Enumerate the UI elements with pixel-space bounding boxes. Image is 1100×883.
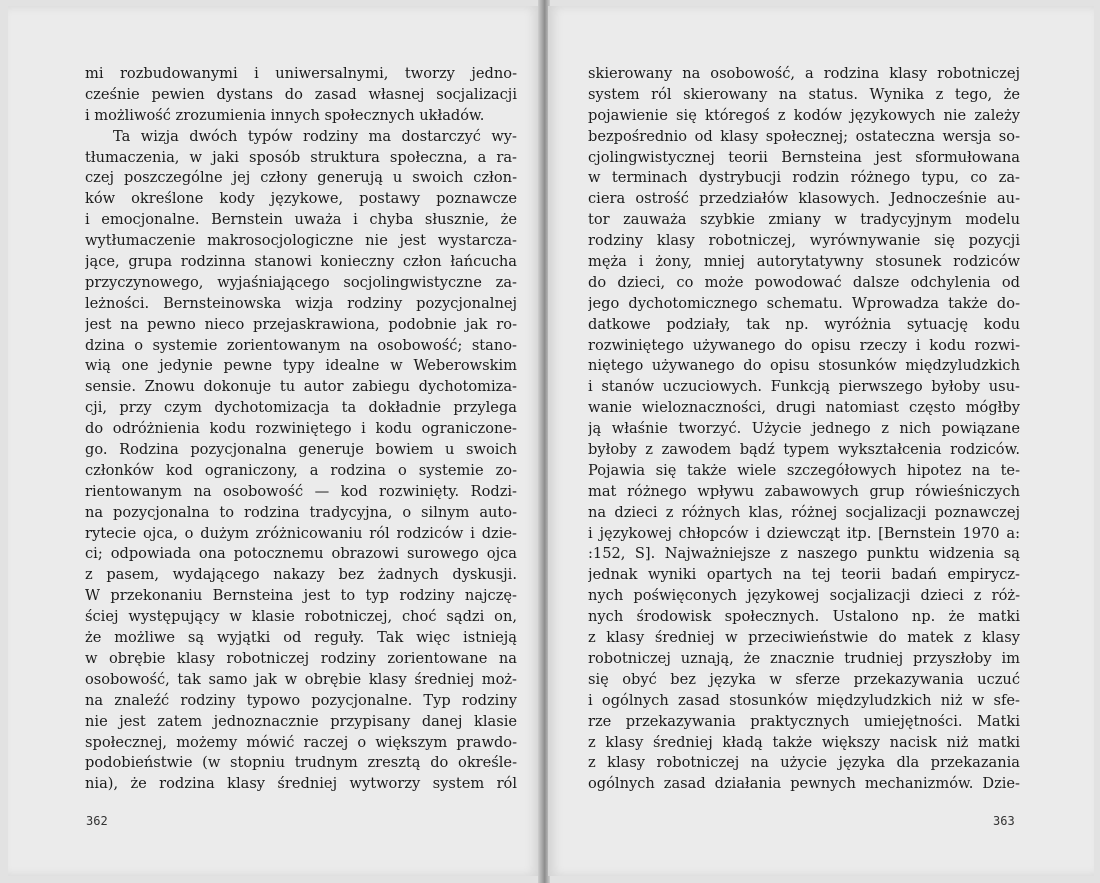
- text-line: przyczynowego, wyjaśniającego socjolingwistyczne za-: [85, 273, 517, 291]
- text-line: z klasy robotniczej na użycie języka dla przekazania: [588, 754, 1020, 772]
- text-line: z klasy średniej w przeciwieństwie do matek z klasy: [588, 629, 1020, 647]
- text-line: jące, grupa rodzinna stanowi konieczny człon łańcucha: [85, 253, 517, 271]
- text-line: i emocjonalne. Bernstein uważa i chyba słusznie, że: [85, 211, 517, 229]
- text-line: członków kod ograniczony, a rodzina o systemie zo-: [85, 461, 517, 479]
- right-page-text: [588, 64, 1020, 795]
- text-line: wanie wieloznaczności, drugi natomiast często mógłby: [588, 399, 1020, 417]
- text-line: dzina o systemie zorientowanym na osobowość; stano-: [85, 336, 517, 354]
- text-line: cjolingwistycznej teorii Bernsteina jest sformułowana: [588, 148, 1020, 166]
- text-line: nych środowisk społecznych. Ustalono np. że matki: [588, 608, 1020, 626]
- text-line: robotniczej uznają, że znacznie trudniej przyszłoby im: [588, 649, 1020, 667]
- text-line: system ról skierowany na status. Wynika z tego, że: [588, 85, 1020, 103]
- text-line: pojawienie się któregoś z kodów językowych nie zależy: [588, 106, 1020, 124]
- text-line: wytłumaczenie makrosocjologiczne nie jest wystarcza-: [85, 232, 517, 250]
- text-line: bezpośrednio od klasy społecznej; ostateczna wersja so-: [588, 127, 1020, 145]
- text-line: się obyć bez języka w sferze przekazywania uczuć: [588, 670, 1020, 688]
- text-line: W przekonaniu Bernsteina jest to typ rodziny najczę-: [85, 587, 517, 605]
- text-line: rientowanym na osobowość — kod rozwinięty. Rodzi-: [85, 482, 517, 500]
- right-page-number: 363: [993, 814, 1015, 828]
- text-line: jednak wyniki opartych na tej teorii badań empirycz-: [588, 566, 1020, 584]
- text-line: i ogólnych zasad stosunków międzyludzkich niż w sfe-: [588, 691, 1020, 709]
- text-line: niętego używanego do opisu stosunków międzyludzkich: [588, 357, 1020, 375]
- left-page-number: 362: [86, 814, 108, 828]
- text-line: rodziny klasy robotniczej, wyrównywanie się pozycji: [588, 232, 1020, 250]
- text-line: skierowany na osobowość, a rodzina klasy robotniczej: [588, 65, 1020, 82]
- left-page-text: [85, 64, 517, 795]
- text-line: Ta wizja dwóch typów rodziny ma dostarczyć wy-: [113, 127, 517, 145]
- text-line: do dzieci, co może powodować dalsze odchylenia od: [588, 273, 1020, 291]
- text-line: Pojawia się także wiele szczegółowych hipotez na te-: [588, 461, 1020, 479]
- text-line: jest na pewno nieco przejaskrawiona, podobnie jak ro-: [85, 315, 517, 333]
- text-line: cji, przy czym dychotomizacja ta dokładnie przylega: [85, 399, 517, 417]
- text-line: datkowe podziały, tak np. wyróżnia sytuację kodu: [588, 315, 1020, 333]
- text-line: mat różnego wpływu zabawowych grup rówieśniczych: [588, 482, 1020, 500]
- text-line: i językowej chłopców i dziewcząt itp. [Bernstein 1970 a:: [588, 524, 1020, 542]
- left-page: [8, 6, 540, 876]
- text-line: nie jest zatem jednoznacznie przypisany danej klasie: [85, 712, 517, 730]
- text-line: na dzieci z różnych klas, różnej socjalizacji poznawczej: [588, 503, 1020, 521]
- text-line: męża i żony, mniej autorytatywny stosunek rodziców: [588, 253, 1020, 271]
- text-line: podobieństwie (w stopniu trudnym zresztą do określe-: [85, 754, 517, 772]
- text-line: społecznej, możemy mówić raczej o większym prawdo-: [85, 733, 517, 751]
- text-line: :152, S]. Najważniejsze z naszego punktu widzenia są: [588, 545, 1020, 563]
- text-line: go. Rodzina pozycjonalna generuje bowiem u swoich: [85, 441, 517, 459]
- text-line: sensie. Znowu dokonuje tu autor zabiegu dychotomiza-: [85, 378, 517, 396]
- right-page: [548, 6, 1094, 876]
- text-line: na znaleźć rodziny typowo pozycjonalne. Typ rodziny: [85, 691, 517, 709]
- text-line: z pasem, wydającego nakazy bez żadnych dyskusji.: [85, 566, 517, 584]
- text-line: ogólnych zasad działania pewnych mechanizmów. Dzie-: [588, 775, 1020, 793]
- text-line: tłumaczenia, w jaki sposób struktura społeczna, a ra-: [85, 148, 517, 166]
- text-line: cześnie pewien dystans do zasad własnej socjalizacji: [85, 85, 517, 103]
- text-line: w terminach dystrybucji rodzin różnego typu, co za-: [588, 169, 1020, 187]
- text-line: ciera ostrość przedziałów klasowych. Jednocześnie au-: [588, 190, 1020, 208]
- text-line: ci; odpowiada ona potocznemu obrazowi surowego ojca: [85, 545, 517, 563]
- text-line: nia), że rodzina klasy średniej wytworzy system ról: [85, 775, 517, 793]
- text-line: tor zauważa szybkie zmiany w tradycyjnym modelu: [588, 211, 1020, 229]
- text-line: osobowość, tak samo jak w obrębie klasy średniej moż-: [85, 670, 517, 688]
- text-line: czej poszczególne jej człony generują u swoich człon-: [85, 169, 517, 187]
- text-line: i możliwość zrozumienia innych społecznych układów.: [85, 106, 485, 124]
- text-line: leżności. Bernsteinowska wizja rodziny pozycjonalnej: [85, 294, 517, 312]
- text-line: że możliwe są wyjątki od reguły. Tak więc istnieją: [85, 629, 517, 647]
- text-line: ściej występujący w klasie robotniczej, choć sądzi on,: [85, 608, 517, 626]
- text-line: do odróżnienia kodu rozwiniętego i kodu ograniczone-: [85, 420, 517, 438]
- text-line: ją właśnie tworzyć. Użycie jednego z nich powiązane: [588, 420, 1020, 438]
- text-line: nych poświęconych językowej socjalizacji dzieci z róż-: [588, 587, 1020, 605]
- text-line: wią one jedynie pewne typy idealne w Weberowskim: [85, 357, 517, 375]
- text-line: na pozycjonalna to rodzina tradycyjna, o silnym auto-: [85, 503, 517, 521]
- text-line: rytecie ojca, o dużym zróżnicowaniu ról rodziców i dzie-: [85, 524, 517, 542]
- text-line: rozwiniętego używanego do opisu rzeczy i kodu rozwi-: [588, 336, 1020, 354]
- text-line: z klasy średniej kładą także większy nacisk niż matki: [588, 733, 1020, 751]
- text-line: mi rozbudowanymi i uniwersalnymi, tworzy jedno-: [85, 65, 517, 82]
- text-line: rze przekazywania praktycznych umiejętności. Matki: [588, 712, 1020, 730]
- text-line: w obrębie klasy robotniczej rodziny zorientowane na: [85, 649, 517, 667]
- text-line: byłoby z zawodem bądź typem wykształcenia rodziców.: [588, 441, 1020, 459]
- text-line: jego dychotomicznego schematu. Wprowadza także do-: [588, 294, 1020, 312]
- text-line: ków określone kody językowe, postawy poznawcze: [85, 190, 517, 208]
- text-line: i stanów uczuciowych. Funkcją pierwszego byłoby usu-: [588, 378, 1020, 396]
